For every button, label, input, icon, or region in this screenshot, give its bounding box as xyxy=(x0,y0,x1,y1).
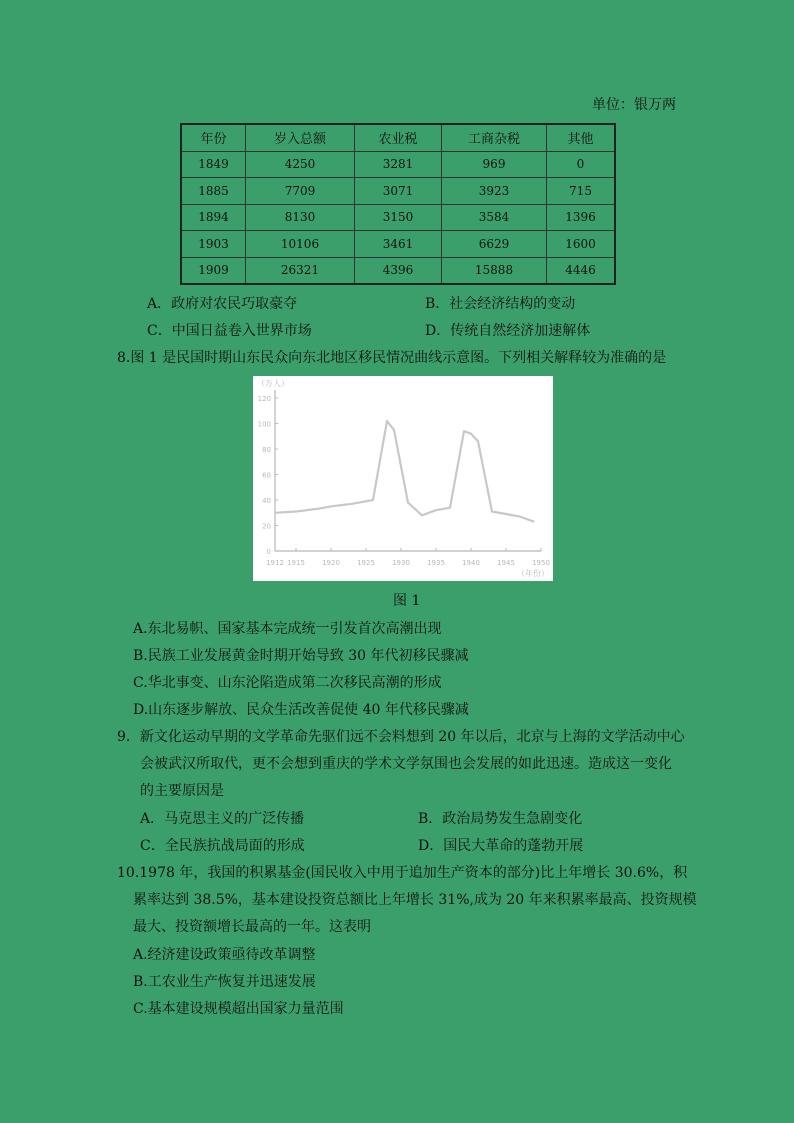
x-tick-label: 1950 xyxy=(532,559,550,567)
q9-option-d: D．国民大革命的蓬勃开展 xyxy=(418,838,584,854)
table-cell: 26321 xyxy=(246,257,355,284)
table-cell: 3584 xyxy=(442,204,547,231)
header-cell: 工商杂税 xyxy=(442,124,547,151)
q9-stem-line-3: 的主要原因是 xyxy=(140,783,224,799)
q8-option-b: B.民族工业发展黄金时期开始导致 30 年代初移民骤减 xyxy=(133,648,469,664)
y-tick-label: 120 xyxy=(257,395,271,403)
table-cell: 4396 xyxy=(355,257,442,284)
table-cell: 1903 xyxy=(181,231,246,258)
migration-series-line xyxy=(275,421,534,522)
q9-option-c: C．全民族抗战局面的形成 xyxy=(140,838,305,854)
table-cell: 3150 xyxy=(355,204,442,231)
table-cell: 1894 xyxy=(181,204,246,231)
y-tick-label: 100 xyxy=(257,420,271,429)
q7-option-b: B．社会经济结构的变动 xyxy=(425,296,576,312)
x-tick-label: 1912 xyxy=(266,559,284,567)
table-cell: 4250 xyxy=(246,151,355,178)
table-cell: 4446 xyxy=(547,257,616,284)
q10-stem-line-1: 10.1978 年，我国的积累基金(国民收入中用于追加生产资本的部分)比上年增长 30.6%，积 xyxy=(117,865,688,881)
q7-option-d: D．传统自然经济加速解体 xyxy=(425,323,591,339)
table-cell: 10106 xyxy=(246,231,355,258)
q8-option-a: A.东北易帜、国家基本完成统一引发首次高潮出现 xyxy=(133,621,442,637)
x-tick-label: 1920 xyxy=(322,559,340,567)
q8-option-c: C.华北事变、山东沦陷造成第二次移民高潮的形成 xyxy=(133,675,442,691)
x-tick-label: 1940 xyxy=(462,559,480,567)
table-cell: 6629 xyxy=(442,231,547,258)
table-cell: 3281 xyxy=(355,151,442,178)
header-cell: 岁入总额 xyxy=(246,124,355,151)
table-cell: 7709 xyxy=(246,178,355,205)
header-cell: 农业税 xyxy=(355,124,442,151)
table-cell: 1909 xyxy=(181,257,246,284)
q10-stem-line-3: 最大、投资额增长最高的一年。这表明 xyxy=(133,919,371,935)
table-cell: 1396 xyxy=(547,204,616,231)
table-cell: 8130 xyxy=(246,204,355,231)
revenue-table xyxy=(180,123,616,285)
table-row xyxy=(181,231,615,258)
header-cell: 其他 xyxy=(547,124,616,151)
table-cell: 3923 xyxy=(442,178,547,205)
q10-option-b: B.工农业生产恢复并迅速发展 xyxy=(133,974,316,990)
q8-stem: 8.图 1 是民国时期山东民众向东北地区移民情况曲线示意图。下列相关解释较为准确的是 xyxy=(117,350,667,366)
y-tick-label: 0 xyxy=(266,548,271,556)
figure-caption: 图 1 xyxy=(393,593,421,609)
table-cell: 3461 xyxy=(355,231,442,258)
x-tick-label: 1930 xyxy=(392,559,410,567)
q8-option-d: D.山东逐步解放、民众生活改善促使 40 年代移民骤减 xyxy=(133,702,469,718)
table-row xyxy=(181,257,615,284)
table-cell: 0 xyxy=(547,151,616,178)
x-tick-label: 1945 xyxy=(497,559,515,567)
table-cell: 715 xyxy=(547,178,616,205)
table-cell: 1885 xyxy=(181,178,246,205)
table-cell: 1600 xyxy=(547,231,616,258)
table-row xyxy=(181,151,615,178)
table-row xyxy=(181,178,615,205)
q9-option-b: B．政治局势发生急剧变化 xyxy=(418,811,583,827)
table-cell: 1849 xyxy=(181,151,246,178)
y-axis-label: （万人） xyxy=(257,379,289,388)
x-tick-label: 1925 xyxy=(357,559,375,567)
y-tick-label: 40 xyxy=(262,497,271,505)
q10-option-c: C.基本建设规模超出国家力量范围 xyxy=(133,1001,344,1017)
table-cell: 3071 xyxy=(355,178,442,205)
y-tick-label: 60 xyxy=(262,471,271,480)
unit-note: 单位：银万两 xyxy=(592,97,676,113)
q7-option-a: A．政府对农民巧取豪夺 xyxy=(147,296,298,312)
q9-stem-line-1: 9．新文化运动早期的文学革命先驱们远不会料想到 20 年以后，北京与上海的文学活动中心 xyxy=(117,729,685,745)
x-tick-label: 1935 xyxy=(427,559,445,567)
migration-line-chart xyxy=(253,376,553,581)
y-tick-label: 20 xyxy=(262,522,271,531)
q10-option-a: A.经济建设政策亟待改革调整 xyxy=(133,947,316,963)
y-tick-label: 80 xyxy=(262,446,271,454)
q9-option-a: A．马克思主义的广泛传播 xyxy=(140,811,305,827)
table-cell: 15888 xyxy=(442,257,547,284)
header-cell: 年份 xyxy=(181,124,246,151)
migration-chart-figure xyxy=(253,376,553,581)
table-cell: 969 xyxy=(442,151,547,178)
x-axis-label: （年份） xyxy=(517,569,549,578)
q9-stem-line-2: 会被武汉所取代，更不会想到重庆的学术文学氛围也会发展的如此迅速。造成这一变化 xyxy=(140,756,672,772)
table-row xyxy=(181,204,615,231)
x-tick-label: 1915 xyxy=(287,559,305,567)
table-header-row xyxy=(181,124,615,151)
q7-option-c: C．中国日益卷入世界市场 xyxy=(147,323,312,339)
q10-stem-line-2: 累率达到 38.5%，基本建设投资总额比上年增长 31%,成为 20 年来积累率最高、投资规模 xyxy=(133,892,697,908)
